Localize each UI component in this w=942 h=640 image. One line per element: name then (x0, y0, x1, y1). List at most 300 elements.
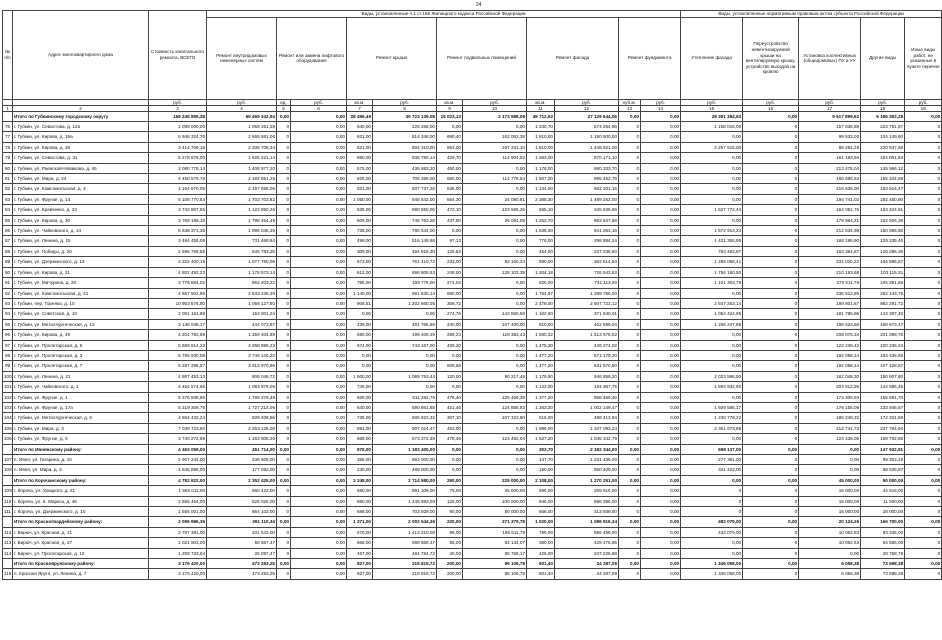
value-cell: 0 (905, 236, 942, 246)
value-cell: 124 492,04 (463, 434, 527, 444)
address-cell: г. Губкин, ул. Победы, д. 20 (13, 246, 149, 256)
address-cell: г. Губкин, ул. Севастова, д. 31 (13, 153, 149, 163)
value-cell: 259 916,00 (555, 486, 619, 496)
value-cell: 2 182 344,00 (555, 444, 619, 454)
value-cell: 0,00 (681, 350, 743, 360)
value-cell: 0,00 (619, 111, 641, 121)
value-cell: 0,00 (291, 319, 347, 329)
value-cell: 10 062,63 (799, 527, 861, 537)
value-cell: 612,00 (347, 267, 373, 277)
value-cell: 499,00 (347, 236, 373, 246)
value-cell: 0 (277, 507, 291, 517)
value-cell: 0,00 (681, 434, 743, 444)
value-cell: 4 164 670,05 (149, 184, 207, 194)
value-cell: 0 (743, 257, 799, 267)
value-cell: 606 823,32 (373, 413, 437, 423)
value-cell: 162 048,30 (799, 371, 861, 381)
column-number-cell: 15 (681, 105, 743, 111)
value-cell: 0 (619, 278, 641, 288)
value-cell: 1 413 210,00 (373, 527, 437, 537)
value-cell: 162 926,39 (861, 215, 905, 225)
value-cell: 5 669 814,23 (149, 340, 207, 350)
value-cell: 200,00 (437, 569, 463, 579)
value-cell: 0,00 (277, 475, 291, 485)
value-cell: 0 (743, 465, 799, 475)
value-cell: 1 101 303,79 (681, 278, 743, 288)
value-cell: 437,50 (437, 215, 463, 225)
value-cell: 0,00 (641, 475, 681, 485)
value-cell: 0,00 (743, 475, 799, 485)
value-cell: 1 798 454,49 (207, 215, 277, 225)
value-cell: 162 062,38 (463, 132, 527, 142)
value-cell: 163 624,47 (861, 184, 905, 194)
value-cell: 0 (619, 236, 641, 246)
value-cell: 2 507 723,12 (555, 298, 619, 308)
value-cell: 0,00 (641, 194, 681, 204)
row-number: 104 (3, 413, 13, 423)
value-cell: 107 428,67 (861, 361, 905, 371)
value-cell: 0,00 (291, 153, 347, 163)
header-misc-works: Иные виды работ, не указанные в пункте перечня (905, 17, 942, 99)
value-cell: 0 (743, 309, 799, 319)
value-cell: 1 150 500,00 (555, 132, 619, 142)
value-cell: 0 (619, 184, 641, 194)
value-cell: 6 058,38 (799, 569, 861, 579)
value-cell: 0 (619, 350, 641, 360)
column-number-cell: 1 (3, 105, 13, 111)
value-cell: 4 464 574,66 (149, 382, 207, 392)
value-cell: 743 167,00 (373, 340, 437, 350)
table-row (3, 153, 942, 163)
value-cell: 1 178,00 (527, 163, 555, 173)
value-cell: 49 712,62 (527, 111, 555, 121)
value-cell: 0 (905, 434, 942, 444)
column-number-cell: 10 (463, 105, 527, 111)
value-cell: 0,00 (291, 184, 347, 194)
value-cell: 589 669,47 (373, 538, 437, 548)
header-facade-insulation: Утепление фасада (681, 17, 743, 99)
value-cell: 0 (905, 569, 942, 579)
value-cell: 1 209 733,64 (149, 548, 207, 558)
value-cell: 0 (619, 142, 641, 152)
value-cell: 0 (743, 371, 799, 381)
value-cell: 429 475,85 (555, 538, 619, 548)
value-cell: 1 408 977,20 (207, 163, 277, 173)
value-cell: 1 266 066,41 (681, 257, 743, 267)
value-cell: 83 345,00 (861, 527, 905, 537)
address-cell: г. Губкин, ул. Комсомольская, д. 4 (13, 184, 149, 194)
value-cell: 0 (277, 257, 291, 267)
value-cell: 670,00 (347, 527, 373, 537)
value-cell: 0,00 (291, 413, 347, 423)
value-cell: 0 (743, 340, 799, 350)
value-cell: 0 (619, 434, 641, 444)
value-cell: 436 683,20 (373, 163, 437, 173)
row-number: 102 (3, 392, 13, 402)
value-cell: 75,00 (437, 486, 463, 496)
value-cell: 5 319 309,76 (149, 402, 207, 412)
value-cell: 40,00 (437, 548, 463, 558)
value-cell: 0,00 (291, 423, 347, 433)
value-cell: 184 367,75 (555, 382, 619, 392)
value-cell: 0 (743, 163, 799, 173)
row-number: 84 (3, 205, 13, 215)
value-cell: 0 (619, 371, 641, 381)
value-cell: 303,70 (527, 444, 555, 454)
value-cell: 5 376 938,86 (149, 392, 207, 402)
unit-cell: руб. (149, 99, 207, 105)
value-cell: 107 400,00 (463, 319, 527, 329)
value-cell: 0 (277, 496, 291, 506)
value-cell: 3 179 420,00 (149, 559, 207, 569)
value-cell: 0 (905, 538, 942, 548)
value-cell: 192 460,90 (861, 194, 905, 204)
value-cell: 837 737,26 (373, 184, 437, 194)
value-cell: 680,00 (347, 486, 373, 496)
value-cell: 24 090,81 (463, 194, 527, 204)
value-cell: 0,00 (291, 371, 347, 381)
value-cell: 25 091,08 (463, 215, 527, 225)
column-number-cell: 12 (555, 105, 619, 111)
value-cell: 0 (905, 278, 942, 288)
value-cell: 660 422,00 (207, 486, 277, 496)
value-cell: 3 179 420,00 (149, 569, 207, 579)
row-number: 115 (3, 569, 13, 579)
value-cell: 0 (743, 194, 799, 204)
value-cell: 98,00 (437, 527, 463, 537)
value-cell: 995 452,78 (555, 174, 619, 184)
value-cell: 0 (905, 382, 942, 392)
value-cell: 9 617 899,62 (799, 111, 861, 121)
value-cell: 0,00 (641, 371, 681, 381)
value-cell: 1 253,20 (527, 402, 555, 412)
value-cell: 307,10 (437, 413, 463, 423)
value-cell: 80 000,00 (463, 507, 527, 517)
value-cell: 598 137,00 (681, 444, 743, 454)
value-cell: 28 000,00 (861, 507, 905, 517)
repair-registry-table (2, 10, 942, 580)
value-cell: 0 (619, 496, 641, 506)
value-cell: 426,70 (437, 153, 463, 163)
value-cell: 827,00 (347, 569, 373, 579)
table-row (3, 423, 942, 433)
value-cell: 0,00 (641, 163, 681, 173)
value-cell: 150 907,80 (861, 371, 905, 381)
value-cell: 0 (277, 455, 291, 465)
value-cell: 0 (743, 548, 799, 558)
value-cell: 270 611,76 (799, 278, 861, 288)
table-row (3, 548, 942, 558)
value-cell: 213 475,04 (799, 163, 861, 173)
value-cell: 1 565 011,00 (149, 486, 207, 496)
value-cell: 0 (619, 257, 641, 267)
value-cell: 2 385,30 (527, 194, 555, 204)
value-cell: 2 197 658,06 (207, 184, 277, 194)
value-cell: 114 778,54 (463, 174, 527, 184)
value-cell: 144 885,45 (861, 382, 905, 392)
value-cell: 2 173 988,08 (463, 111, 527, 121)
address-cell: г. Губкин, ул. Фрунзе, д. 1 (13, 392, 149, 402)
address-cell: п. Красная Яруга, ул. Ленина, д. 7 (13, 569, 149, 579)
value-cell: 0,00 (641, 361, 681, 371)
value-cell: 0 (619, 246, 641, 256)
row-number: 99 (3, 361, 13, 371)
column-number-cell: 16 (743, 105, 799, 111)
table-row (3, 350, 942, 360)
value-cell: 0 (277, 205, 291, 215)
value-cell: 1 230 778,22 (681, 413, 743, 423)
value-cell: 688,00 (347, 507, 373, 517)
value-cell: 1 230,70 (527, 122, 555, 132)
value-cell: 0,00 (291, 215, 347, 225)
row-number: 83 (3, 194, 13, 204)
value-cell: 0 (743, 246, 799, 256)
value-cell: 1 202 660,05 (373, 298, 437, 308)
value-cell: 59 567,47 (207, 538, 277, 548)
address-cell: г. Губкин, ул. Советская, д. 10 (13, 309, 149, 319)
value-cell: 3 749 140,20 (207, 350, 277, 360)
value-cell: 1 996 046,35 (207, 226, 277, 236)
value-cell: 96 106,78 (463, 559, 527, 569)
value-cell: 6 946 324,76 (149, 132, 207, 142)
value-cell: 0,00 (641, 122, 681, 132)
value-cell: 0,00 (641, 111, 681, 121)
value-cell: 1 565 001,00 (149, 507, 207, 517)
value-cell: 0,00 (641, 236, 681, 246)
value-cell: 821,00 (347, 184, 373, 194)
unit-cell: руб. (641, 99, 681, 105)
row-number: 96 (3, 330, 13, 340)
value-cell: 1 158 016,00 (681, 122, 743, 132)
value-cell: 2 787 391,00 (149, 527, 207, 537)
value-cell: 0 (619, 569, 641, 579)
value-cell: 0 (743, 330, 799, 340)
row-number: 111 (3, 507, 13, 517)
value-cell: 451,46 (437, 402, 463, 412)
value-cell: 155 691,70 (861, 392, 905, 402)
value-cell: 0,00 (463, 382, 527, 392)
value-cell: 0 (277, 350, 291, 360)
value-cell: 472,10 (437, 205, 463, 215)
value-cell: 119 383,43 (463, 330, 527, 340)
address-cell: г. Губкин, ул. Фрунзе, д. 5 (13, 434, 149, 444)
value-cell: 194 741,02 (799, 194, 861, 204)
value-cell: 0,00 (291, 236, 347, 246)
value-cell: 0 (905, 392, 942, 402)
table-row (3, 507, 942, 517)
row-number: 82 (3, 184, 13, 194)
value-cell: 2 051 151,88 (149, 309, 207, 319)
value-cell: 0,00 (641, 496, 681, 506)
value-cell: 11 000,00 (861, 496, 905, 506)
value-cell: 210 183,68 (799, 267, 861, 277)
value-cell: 166 700,00 (861, 517, 905, 527)
value-cell: 0 (277, 174, 291, 184)
value-cell: 1 489 252,00 (555, 194, 619, 204)
value-cell: 0,00 (463, 444, 527, 454)
value-cell: 0,00 (291, 298, 347, 308)
address-cell: г. Бирюч, ул. Пролетарская, д. 10 (13, 548, 149, 558)
table-row (3, 465, 942, 475)
value-cell: 703 929,00 (373, 507, 437, 517)
value-cell: 0,00 (681, 538, 743, 548)
value-cell: 0 (277, 538, 291, 548)
value-cell: 114 904,52 (463, 153, 527, 163)
value-cell: 0,00 (463, 298, 527, 308)
value-cell: 105 351,68 (861, 278, 905, 288)
unit-cell: руб. (291, 99, 347, 105)
value-cell: 277 361,00 (681, 455, 743, 465)
value-cell: 0,00 (743, 444, 799, 454)
value-cell: 0,00 (641, 486, 681, 496)
address-cell: г. Бирюч, ул. Красная, д. 27 (13, 538, 149, 548)
value-cell: 0,00 (641, 184, 681, 194)
value-cell: 821,00 (347, 132, 373, 142)
value-cell: 0 (905, 340, 942, 350)
value-cell: 509 408,56 (207, 413, 277, 423)
value-cell: 219 815,72 (373, 559, 437, 569)
value-cell: 671 179,20 (555, 350, 619, 360)
address-cell: г. Губкин, ул. Фрунзе, д. 17а (13, 402, 149, 412)
header-address: Адрес многоквартирного дома (13, 11, 149, 100)
value-cell: 776,00 (527, 236, 555, 246)
table-row (3, 455, 942, 465)
value-cell: 0 (277, 184, 291, 194)
value-cell: 6 287 296,57 (149, 361, 207, 371)
column-number-cell: 4 (207, 105, 277, 111)
value-cell: 0,00 (641, 507, 681, 517)
value-cell: 200,00 (437, 559, 463, 569)
value-cell: 0,00 (291, 111, 347, 121)
value-cell: 0 (619, 402, 641, 412)
value-cell: 0,00 (291, 569, 347, 579)
value-cell: 2 253 126,00 (207, 423, 277, 433)
value-cell: 0,00 (641, 465, 681, 475)
value-cell: 1 538,00 (527, 226, 555, 236)
value-cell: 0,00 (291, 267, 347, 277)
value-cell: 179 964,21 (799, 215, 861, 225)
row-number: 90 (3, 267, 13, 277)
value-cell: 0 (277, 382, 291, 392)
value-cell: 0,00 (347, 361, 373, 371)
value-cell: 473 293,25 (207, 559, 277, 569)
value-cell: 1 545 896,00 (149, 465, 207, 475)
value-cell: 0 (619, 163, 641, 173)
value-cell: 1 056 127,80 (207, 298, 277, 308)
value-cell: 1 252,70 (527, 215, 555, 225)
column-number-cell: 14 (641, 105, 681, 111)
value-cell: 0,00 (905, 559, 942, 569)
value-cell: 169 702,86 (861, 434, 905, 444)
address-cell: Итого по Ивнянскому району: (13, 444, 149, 454)
value-cell: 745,00 (347, 382, 373, 392)
value-cell: 0,00 (641, 340, 681, 350)
value-cell: 0 (619, 226, 641, 236)
value-cell: 1 268 247,86 (681, 319, 743, 329)
header-meters: Установка коллективных (общедомовых) ПУ и УУ (799, 17, 861, 99)
row-number: 80 (3, 163, 13, 173)
row-number: 98 (3, 350, 13, 360)
value-cell: 0,00 (641, 413, 681, 423)
value-cell: 0 (743, 350, 799, 360)
value-cell: 2 847 263,14 (681, 298, 743, 308)
value-cell: 0,00 (291, 475, 347, 485)
value-cell: 611 282,76 (373, 392, 437, 402)
value-cell: 4 802 492,23 (149, 267, 207, 277)
value-cell: 481 765,69 (373, 319, 437, 329)
value-cell: 0 (905, 507, 942, 517)
value-cell: 0,00 (641, 538, 681, 548)
value-cell: 2 248,00 (347, 475, 373, 485)
value-cell: 0,00 (277, 111, 291, 121)
value-cell: 3 769 168,16 (149, 215, 207, 225)
row-number: 89 (3, 257, 13, 267)
header-foundation: Ремонт фундамента (619, 17, 681, 99)
value-cell: 10 062,63 (799, 538, 861, 548)
value-cell: 0,00 (641, 350, 681, 360)
value-cell: 0 (743, 402, 799, 412)
value-cell: 147 932,91 (861, 444, 905, 454)
value-cell: 0 (277, 371, 291, 381)
value-cell: 0 (277, 288, 291, 298)
column-number-cell: 9 (437, 105, 463, 111)
subtotal-row (3, 111, 942, 121)
value-cell: 15 000,00 (799, 486, 861, 496)
table-row (3, 194, 942, 204)
value-cell: 0 (905, 496, 942, 506)
value-cell: 731 469,84 (207, 236, 277, 246)
value-cell: 0 (743, 569, 799, 579)
value-cell: 85,00 (437, 538, 463, 548)
address-cell: г. Губкин, ул. Кравченко, д. 23 (13, 205, 149, 215)
value-cell: 0 (619, 215, 641, 225)
value-cell: 237 238,80 (555, 246, 619, 256)
value-cell: 0 (743, 413, 799, 423)
value-cell: 640,00 (347, 402, 373, 412)
value-cell: 45 000,00 (799, 475, 861, 485)
value-cell: 467,00 (347, 548, 373, 558)
value-cell: 0 (619, 319, 641, 329)
value-cell: 0 (277, 465, 291, 475)
value-cell: 1 059 251,38 (207, 122, 277, 132)
value-cell: 126 286,36 (861, 246, 905, 256)
value-cell: 1 054 424,95 (681, 309, 743, 319)
row-number: 95 (3, 319, 13, 329)
value-cell: 489 000,00 (373, 465, 437, 475)
value-cell: 0 (619, 538, 641, 548)
value-cell: 20 124,26 (799, 517, 861, 527)
value-cell: 64 134,07 (463, 538, 527, 548)
value-cell: 4 450 579,78 (149, 174, 207, 184)
value-cell: 0,00 (743, 517, 799, 527)
address-cell: п. Ивня, ул. Гагарина, д. 10 (13, 455, 149, 465)
value-cell: 15 000,00 (799, 496, 861, 506)
value-cell: 0 (277, 413, 291, 423)
value-cell: 237 764,94 (861, 423, 905, 433)
value-cell: 88 254,28 (799, 142, 861, 152)
value-cell: 451 714,00 (207, 444, 277, 454)
value-cell: 313 939,00 (555, 507, 619, 517)
row-number: 91 (3, 278, 13, 288)
value-cell: 28 351 394,63 (681, 111, 743, 121)
value-cell: 147,70 (527, 455, 555, 465)
value-cell: 0,00 (463, 246, 527, 256)
value-cell: 0,00 (291, 163, 347, 173)
value-cell: 666,00 (347, 538, 373, 548)
value-cell: 0,00 (619, 559, 641, 569)
value-cell: 0 (743, 153, 799, 163)
value-cell: 0 (619, 413, 641, 423)
